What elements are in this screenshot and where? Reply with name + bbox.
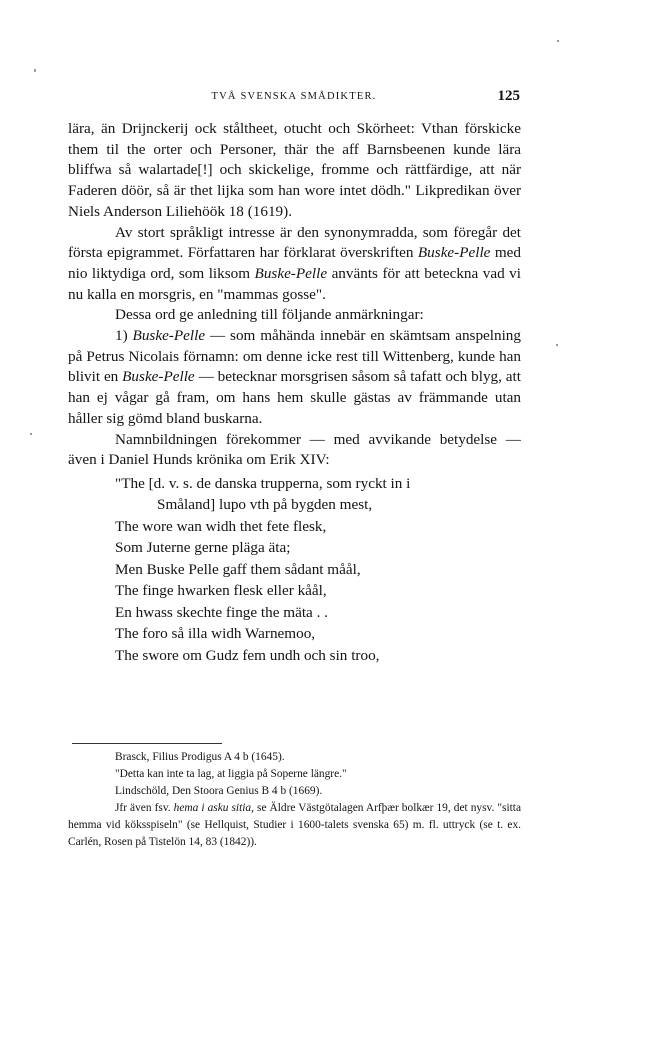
footnotes bbox=[68, 749, 521, 851]
paragraph: Dessa ord ge anledning till följande anmärkningar: bbox=[115, 306, 424, 324]
main-text bbox=[68, 119, 521, 666]
verse-line: "The [d. v. s. de danska trupperna, som ryckt in i bbox=[115, 474, 411, 492]
footnote: "Detta kan inte ta lag, at liggia på Soperne längre." bbox=[115, 768, 347, 780]
verse-line: Småland] lupo vth på bygden mest, bbox=[157, 496, 373, 514]
page-number: 125 bbox=[497, 88, 520, 104]
italic-term: Buske-Pelle bbox=[132, 327, 206, 345]
verse-line: The finge hwarken flesk eller kåål, bbox=[115, 582, 327, 600]
verse-line: Men Buske Pelle gaff them sådant måål, bbox=[115, 560, 361, 578]
verse-line: The wore wan widh thet fete flesk, bbox=[115, 517, 327, 535]
paragraph: Namnbildningen förekommer — med avvikande betydelse — även i Daniel Hunds krönika om Erik XIV: bbox=[68, 430, 521, 469]
paragraph: 1) Buske-Pelle — som måhända innebär en skämtsam anspelning på Petrus Nicolais förnamn: om denne icke rest till Wittenberg, kunde han blivit en Buske-Pelle — betecknar morsgrisen såsom så tafatt och blyg, att han ej vågar gå fram, om hans hem skulle gästas av främmande utan håller sig gömd bland buskarna. bbox=[68, 327, 521, 427]
verse-quotation bbox=[115, 473, 521, 667]
italic-term: Buske-Pelle bbox=[254, 264, 328, 282]
print-speck bbox=[556, 344, 558, 346]
footnote: Brasck, Filius Prodigus A 4 b (1645). bbox=[115, 751, 285, 763]
italic-term: Buske-Pelle bbox=[417, 244, 491, 262]
verse-line: The swore om Gudz fem undh och sin troo, bbox=[115, 646, 380, 664]
running-title: TVÅ SVENSKA SMÅDIKTER. bbox=[211, 91, 377, 102]
verse-line: The foro så illa widh Warnemoo, bbox=[115, 625, 316, 643]
italic-term: Buske-Pelle bbox=[122, 368, 195, 386]
paragraph: lära, än Drijnckerij ock ståltheet, otucht och Skörheet: Vthan förskicke them til the orter och Personer, thär the aff Barnsbeenen kunde lära bliffwa så walartade[!] och skickelige, fromme och rättfärdige, att när Faderen döör, så är thet lijka som han wore intet dödh." Likpredikan över Niels Anderson Liliehöök 18 (1619). bbox=[68, 120, 521, 220]
verse-line: Som Juterne gerne pläga äta; bbox=[115, 539, 291, 557]
print-speck bbox=[30, 433, 32, 435]
footnote-divider bbox=[72, 743, 222, 744]
print-speck bbox=[557, 40, 559, 42]
verse-line: En hwass skechte finge the mäta . . bbox=[115, 603, 328, 621]
paragraph: Av stort språkligt intresse är den synonymradda, som föregår det första epigrammet. Författaren har förklarat överskriften Buske-Pelle med nio liktydiga ord, som liksom Buske-Pelle använts för att beteckna vad vi nu kalla en morsgris, en "mammas gosse". bbox=[68, 223, 521, 303]
print-speck bbox=[34, 69, 36, 72]
italic-term: hema i asku sitia bbox=[173, 802, 252, 814]
running-header bbox=[68, 88, 520, 106]
footnote: Jfr även fsv. hema i asku sitia, se Äldre Västgötalagen Arfþær bolkær 19, det nysv. "sitta hemma vid köksspiseln" (se Hellquist, Studier i 1600-talets svenska 65) m. fl. uttryck (se t. ex. Carlén, Rosen på Tistelön 14, 83 (1842)). bbox=[68, 802, 521, 848]
footnote: Lindschöld, Den Stoora Genius B 4 b (1669). bbox=[115, 785, 323, 797]
